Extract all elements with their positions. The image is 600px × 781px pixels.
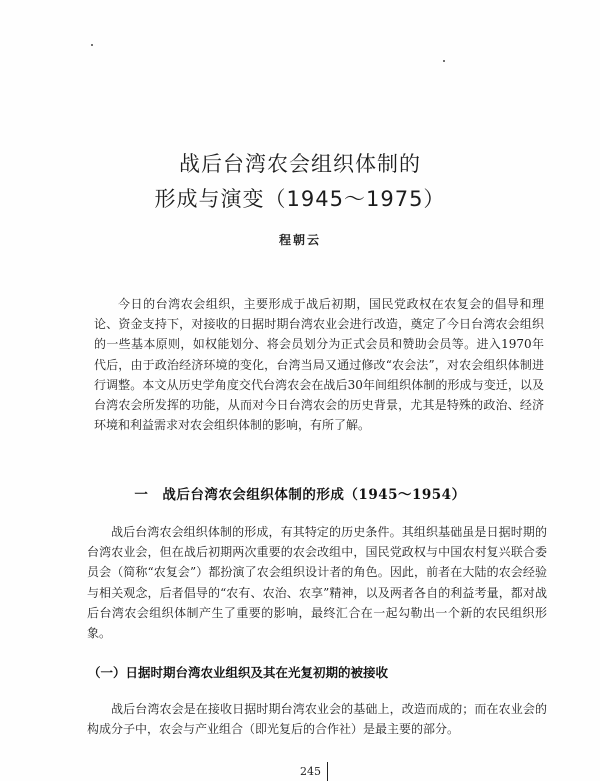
article-title-line-1: 战后台湾农会组织体制的	[179, 152, 421, 176]
subsection-heading-1: （一）日据时期台湾农业组织及其在光复初期的被接收	[88, 665, 389, 680]
subsection-1-paragraph: 战后台湾农会是在接收日据时期台湾农业会的基础上，改造而成的；而在农业会的构成分子中，农会与产业组合（即光复后的合作社）是最主要的部分。	[87, 702, 547, 737]
scan-speck	[91, 44, 93, 46]
page-number: 245	[300, 765, 321, 778]
abstract-paragraph: 今日的台湾农会组织，主要形成于战后初期，国民党政权在农复会的倡导和理论、资金支持下，对接收的日据时期台湾农业会进行改造，奠定了今日台湾农会组织的一些基本原则，如权能划分、将会员划分为正式会员和赞助会员等。进入1970年代后，由于政治经济环境的变化，台湾当局又通过修改“农会法”，对农会组织体制进行调整。本文从历史学角度交代台湾农会在战后30年间组织体制的形成与变迁，以及台湾农会所发挥的功能，从而对今日台湾农会的历史背景，尤其是特殊的政治、经济环境和利益需求对农会组织体制的影响，有所了解。	[94, 297, 544, 433]
author-name: 程朝云	[278, 233, 321, 247]
article-title-line-2: 形成与演变（1945～1975）	[154, 187, 446, 211]
section-heading-1: 一 战后台湾农会组织体制的形成（1945～1954）	[134, 487, 466, 503]
section-1-paragraph: 战后台湾农会组织体制的形成，有其特定的历史条件。其组织基础虽是日据时期的台湾农业会，但在战后初期两次重要的农会改组中，国民党政权与中国农村复兴联合委员会（简称“农复会”）都扮演了农会组织设计者的角色。因此，前者在大陆的农会经验与相关观念，后者倡导的“农有、农治、农享”精神，以及两者各自的利益考量，都对战后台湾农会组织体制产生了重要的影响，最终汇合在一起勾勒出一个新的农民组织形象。	[87, 525, 547, 641]
scan-speck	[443, 60, 445, 62]
page-gutter-rule	[327, 762, 328, 781]
